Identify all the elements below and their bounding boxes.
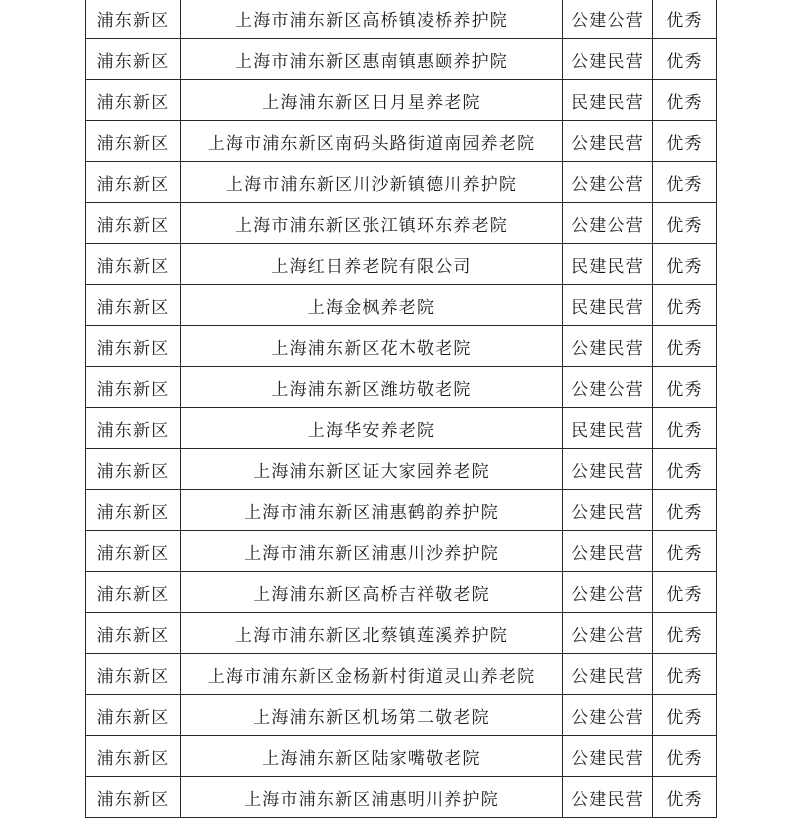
institution-name-cell: 上海市浦东新区北蔡镇莲溪养护院 (181, 613, 563, 654)
table-row (86, 777, 717, 818)
rating-cell: 优秀 (653, 367, 717, 408)
institution-name-cell: 上海市浦东新区南码头路街道南园养老院 (181, 121, 563, 162)
table-row (86, 449, 717, 490)
institution-name-cell: 上海浦东新区潍坊敬老院 (181, 367, 563, 408)
district-cell: 浦东新区 (86, 285, 181, 326)
district-cell: 浦东新区 (86, 572, 181, 613)
rating-cell: 优秀 (653, 162, 717, 203)
table-row (86, 613, 717, 654)
institution-name-cell: 上海市浦东新区金杨新村街道灵山养老院 (181, 654, 563, 695)
institution-name-cell: 上海浦东新区花木敬老院 (181, 326, 563, 367)
rating-cell: 优秀 (653, 285, 717, 326)
operation-type-cell: 公建公营 (563, 695, 653, 736)
table-row (86, 367, 717, 408)
operation-type-cell: 公建公营 (563, 0, 653, 39)
district-cell: 浦东新区 (86, 531, 181, 572)
district-cell: 浦东新区 (86, 80, 181, 121)
district-cell: 浦东新区 (86, 162, 181, 203)
rating-cell: 优秀 (653, 449, 717, 490)
operation-type-cell: 公建公营 (563, 203, 653, 244)
operation-type-cell: 公建民营 (563, 39, 653, 80)
table-row (86, 531, 717, 572)
operation-type-cell: 民建民营 (563, 80, 653, 121)
table-row (86, 203, 717, 244)
operation-type-cell: 公建公营 (563, 367, 653, 408)
rating-cell: 优秀 (653, 0, 717, 39)
rating-cell: 优秀 (653, 121, 717, 162)
table-row (86, 654, 717, 695)
district-cell: 浦东新区 (86, 408, 181, 449)
district-cell: 浦东新区 (86, 654, 181, 695)
rating-cell: 优秀 (653, 531, 717, 572)
operation-type-cell: 公建民营 (563, 777, 653, 818)
district-cell: 浦东新区 (86, 326, 181, 367)
institution-name-cell: 上海市浦东新区浦惠明川养护院 (181, 777, 563, 818)
rating-cell: 优秀 (653, 39, 717, 80)
district-cell: 浦东新区 (86, 449, 181, 490)
institution-name-cell: 上海市浦东新区川沙新镇德川养护院 (181, 162, 563, 203)
district-cell: 浦东新区 (86, 490, 181, 531)
table-row (86, 0, 717, 39)
operation-type-cell: 公建民营 (563, 326, 653, 367)
district-cell: 浦东新区 (86, 203, 181, 244)
district-cell: 浦东新区 (86, 613, 181, 654)
operation-type-cell: 公建民营 (563, 736, 653, 777)
table-body (86, 0, 717, 818)
rating-cell: 优秀 (653, 777, 717, 818)
district-cell: 浦东新区 (86, 39, 181, 80)
table-row (86, 80, 717, 121)
operation-type-cell: 公建民营 (563, 449, 653, 490)
institution-name-cell: 上海市浦东新区惠南镇惠颐养护院 (181, 39, 563, 80)
operation-type-cell: 公建公营 (563, 162, 653, 203)
table-row (86, 736, 717, 777)
institution-name-cell: 上海浦东新区证大家园养老院 (181, 449, 563, 490)
rating-cell: 优秀 (653, 613, 717, 654)
institution-name-cell: 上海市浦东新区浦惠鹤韵养护院 (181, 490, 563, 531)
institution-name-cell: 上海市浦东新区浦惠川沙养护院 (181, 531, 563, 572)
operation-type-cell: 公建民营 (563, 654, 653, 695)
table-row (86, 326, 717, 367)
elderly-care-institution-table (85, 0, 717, 818)
operation-type-cell: 民建民营 (563, 285, 653, 326)
institution-name-cell: 上海市浦东新区高桥镇凌桥养护院 (181, 0, 563, 39)
institution-name-cell: 上海市浦东新区张江镇环东养老院 (181, 203, 563, 244)
institution-name-cell: 上海金枫养老院 (181, 285, 563, 326)
district-cell: 浦东新区 (86, 0, 181, 39)
rating-cell: 优秀 (653, 736, 717, 777)
district-cell: 浦东新区 (86, 736, 181, 777)
institution-name-cell: 上海华安养老院 (181, 408, 563, 449)
district-cell: 浦东新区 (86, 244, 181, 285)
table-row (86, 572, 717, 613)
institution-name-cell: 上海浦东新区日月星养老院 (181, 80, 563, 121)
district-cell: 浦东新区 (86, 695, 181, 736)
table-row (86, 121, 717, 162)
rating-cell: 优秀 (653, 490, 717, 531)
institution-name-cell: 上海浦东新区高桥吉祥敬老院 (181, 572, 563, 613)
rating-cell: 优秀 (653, 244, 717, 285)
operation-type-cell: 公建公营 (563, 572, 653, 613)
operation-type-cell: 公建公营 (563, 613, 653, 654)
table-row (86, 285, 717, 326)
operation-type-cell: 公建民营 (563, 121, 653, 162)
rating-cell: 优秀 (653, 203, 717, 244)
table-row (86, 162, 717, 203)
institution-name-cell: 上海红日养老院有限公司 (181, 244, 563, 285)
operation-type-cell: 公建民营 (563, 490, 653, 531)
district-cell: 浦东新区 (86, 777, 181, 818)
district-cell: 浦东新区 (86, 121, 181, 162)
table-row (86, 39, 717, 80)
rating-cell: 优秀 (653, 80, 717, 121)
operation-type-cell: 公建民营 (563, 531, 653, 572)
operation-type-cell: 民建民营 (563, 244, 653, 285)
rating-cell: 优秀 (653, 408, 717, 449)
table-row (86, 244, 717, 285)
table-row (86, 490, 717, 531)
rating-cell: 优秀 (653, 572, 717, 613)
rating-cell: 优秀 (653, 695, 717, 736)
district-cell: 浦东新区 (86, 367, 181, 408)
table-row (86, 408, 717, 449)
institution-name-cell: 上海浦东新区机场第二敬老院 (181, 695, 563, 736)
rating-cell: 优秀 (653, 326, 717, 367)
rating-cell: 优秀 (653, 654, 717, 695)
operation-type-cell: 民建民营 (563, 408, 653, 449)
table-row (86, 695, 717, 736)
institution-name-cell: 上海浦东新区陆家嘴敬老院 (181, 736, 563, 777)
